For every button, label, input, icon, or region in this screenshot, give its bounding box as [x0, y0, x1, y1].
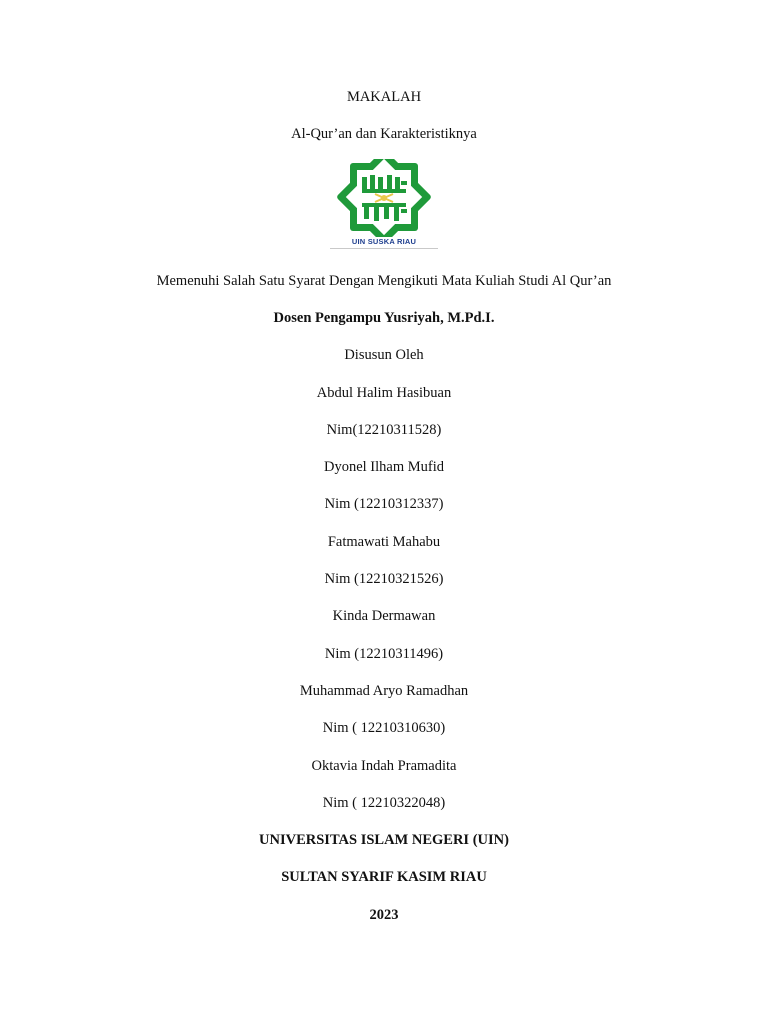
purpose-text: Memenuhi Salah Satu Syarat Dengan Mengikuti Mata Kuliah Studi Al Qur’an	[156, 273, 612, 289]
uin-suska-riau-logo-icon	[326, 159, 442, 237]
author-nim: Nim (12210312337)	[324, 496, 444, 512]
logo-divider	[330, 248, 438, 249]
lecturer-line: Dosen Pengampu Yusriyah, M.Pd.I.	[273, 310, 495, 326]
university-name: UNIVERSITAS ISLAM NEGERI (UIN)	[259, 832, 509, 848]
author-name: Kinda Dermawan	[332, 608, 436, 624]
logo-caption: UIN SUSKA RIAU	[351, 237, 417, 246]
author-name: Muhammad Aryo Ramadhan	[299, 683, 469, 699]
author-name: Fatmawati Mahabu	[327, 534, 441, 550]
author-nim: Nim (12210311496)	[324, 646, 444, 662]
author-nim: Nim(12210311528)	[326, 422, 442, 438]
document-year: 2023	[369, 907, 399, 923]
author-name: Dyonel Ilham Mufid	[323, 459, 444, 475]
university-logo	[326, 159, 442, 253]
author-name: Oktavia Indah Pramadita	[311, 758, 457, 774]
document-subtitle: Al-Qur’an dan Karakteristiknya	[291, 126, 477, 142]
author-name: Abdul Halim Hasibuan	[316, 385, 452, 401]
document-title: MAKALAH	[346, 89, 422, 105]
author-nim: Nim ( 12210310630)	[322, 720, 446, 736]
author-nim: Nim (12210321526)	[324, 571, 444, 587]
author-nim: Nim ( 12210322048)	[322, 795, 446, 811]
compiled-by-label: Disusun Oleh	[344, 347, 424, 363]
university-name-continued: SULTAN SYARIF KASIM RIAU	[281, 869, 487, 885]
